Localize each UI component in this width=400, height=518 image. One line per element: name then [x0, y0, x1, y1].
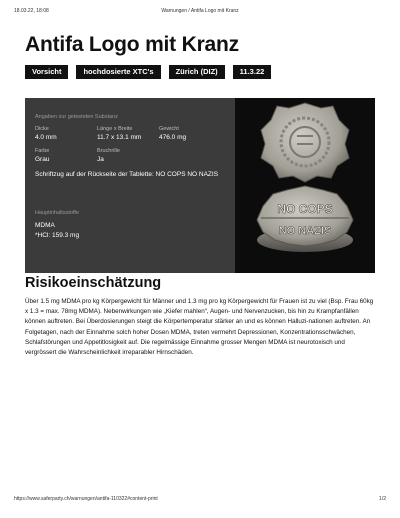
- field-label-weight: Gewicht: [159, 126, 179, 132]
- tag-warning-level[interactable]: Vorsicht: [25, 65, 68, 79]
- print-header: [14, 8, 386, 16]
- tag-date[interactable]: 11.3.22: [233, 65, 272, 79]
- tag-list: [25, 65, 271, 79]
- print-page-number: 1/2: [379, 496, 386, 502]
- engraving-text: Schriftzug auf der Rückseite der Tablette: NO COPS NO NAZIS: [35, 171, 219, 178]
- risk-section-title: Risikoeinschätzung: [25, 275, 162, 291]
- field-value-color: Grau: [35, 156, 50, 163]
- print-footer: [14, 496, 386, 504]
- pill-photo: [235, 98, 375, 273]
- field-value-weight: 476.0 mg: [159, 134, 187, 141]
- field-label-thickness: Dicke: [35, 126, 49, 132]
- field-value-score-line: Ja: [97, 156, 104, 163]
- pill-back-text-top: NO COPS: [277, 202, 333, 216]
- field-label-color: Farbe: [35, 148, 50, 154]
- field-label-score-line: Bruchrille: [97, 148, 120, 154]
- tablet-info-heading: Angaben zur getesteten Substanz: [35, 114, 118, 120]
- pill-front: [261, 103, 349, 182]
- field-value-dimensions: 11.7 x 13.1 mm: [97, 134, 142, 141]
- pill-back: [257, 186, 353, 252]
- print-document-title: Warnungen / Antifa Logo mit Kranz: [161, 8, 239, 14]
- tag-location[interactable]: Zürich (DIZ): [169, 65, 225, 79]
- print-datetime: 18.03.22, 18:08: [14, 8, 49, 14]
- tablet-info-panel: [25, 98, 235, 273]
- content-substance: MDMA: [35, 222, 55, 229]
- risk-description: Über 1.5 mg MDMA pro kg Körpergewicht für Männer und 1.3 mg pro kg Körpergewicht für Frauen ist zu viel (Bsp. Frau 60kg x 1.3 = max. 78mg MDMA). Nebenwirkungen wie „Kiefer mahlen“, Augen- und Nervenzucken, bis hin zu Krampfanfällen können auftreten. Bei Überdosierungen steigt die Körpertemperatur stärker an und es können Halluzi-nationen auftreten. An Folgetagen, nach der Einnahme solch hoher Dosen MDMA, treten vermehrt Depressionen, Konzentrationsschwächen, Schlafstörungen und Appetitlosigkeit auf. Die regelmässige Einnahme grosser Mengen MDMA ist neurotoxisch und vergrössert die Wahrscheinlichkeit irreparabler Hirnschäden.: [25, 298, 374, 357]
- content-heading: Hauptinhaltsstoffe: [35, 210, 79, 216]
- field-value-thickness: 4.0 mm: [35, 134, 57, 141]
- page-title: Antifa Logo mit Kranz: [25, 33, 239, 56]
- pill-back-text-bottom: NO NAZIS: [278, 225, 332, 237]
- tag-category[interactable]: hochdosierte XTC's: [76, 65, 160, 79]
- print-url: https://www.saferparty.ch/warnungen/antifa-110322#content-print: [14, 496, 158, 502]
- field-label-dimensions: Länge x Breite: [97, 126, 133, 132]
- pill-photo-drawing: [235, 98, 375, 273]
- content-dose: *HCl: 159.3 mg: [35, 232, 80, 239]
